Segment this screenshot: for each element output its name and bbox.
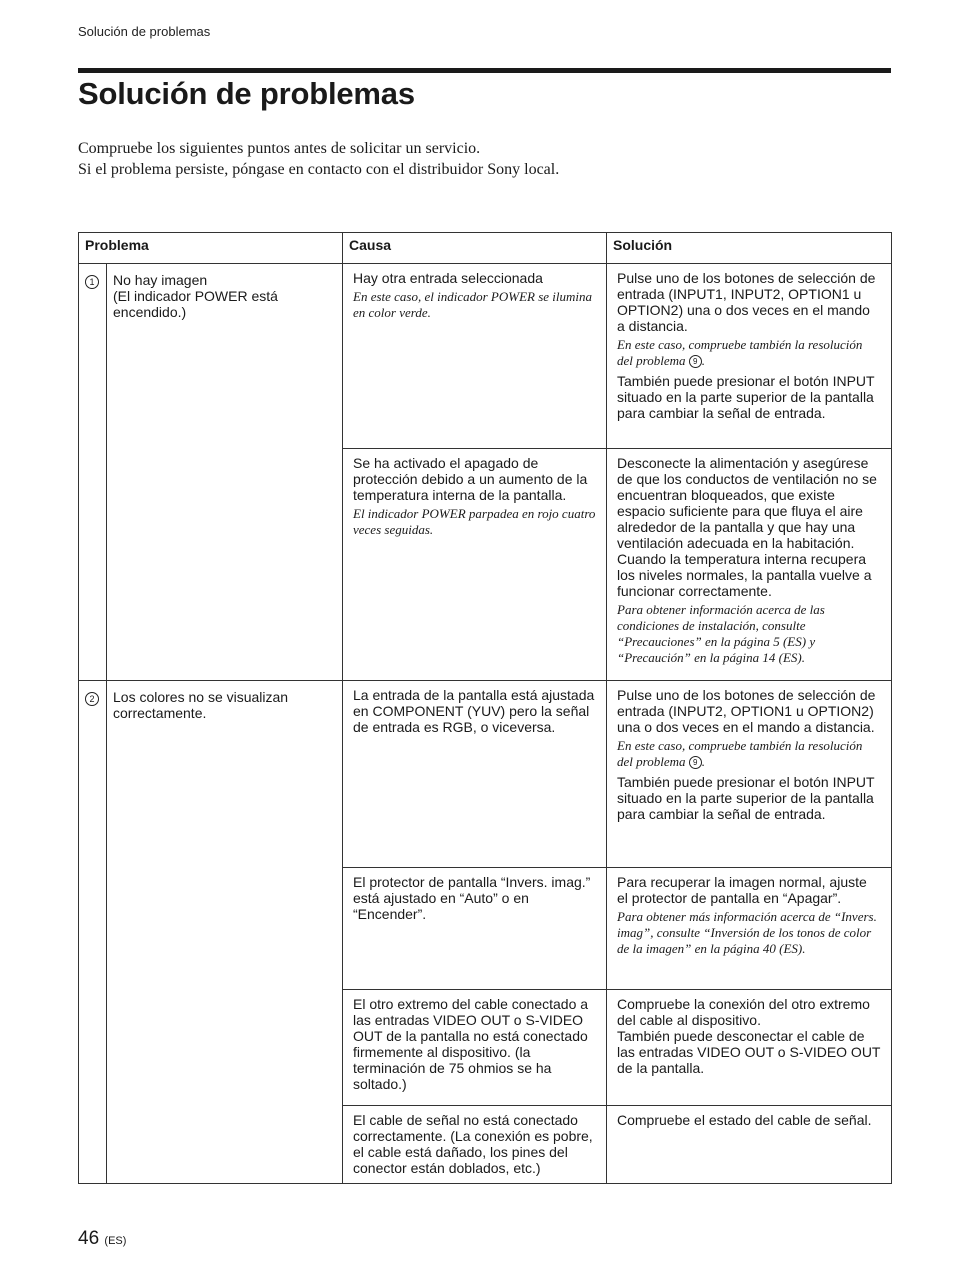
page-number-value: 46 [78, 1228, 100, 1249]
solution-note-text: En este caso, compruebe también la resolución del problema [617, 738, 863, 769]
cause-cell [343, 264, 607, 449]
header-problem: Problema [79, 233, 343, 264]
solution-text: Pulse uno de los botones de selección de entrada (INPUT1, INPUT2, OPTION1 u OPTION2) una o dos veces en el mando a distancia. [617, 270, 876, 334]
solution-note-text: En este caso, compruebe también la resolución del problema [617, 337, 863, 368]
solution-cell [607, 990, 892, 1106]
page-number-suffix: (ES) [104, 1235, 127, 1247]
title-rule [78, 68, 891, 73]
cause-text: El protector de pantalla “Invers. imag.” está ajustado en “Auto” o en “Encender”. [353, 874, 591, 922]
cause-cell [343, 868, 607, 990]
header-cause: Causa [343, 233, 607, 264]
cause-text: Hay otra entrada seleccionada [353, 270, 543, 286]
solution-text: Compruebe la conexión del otro extremo del cable al dispositivo. [617, 996, 870, 1028]
cause-text: El cable de señal no está conectado correctamente. (La conexión es pobre, el cable está dañado, los pines del conector están doblados, etc.) [353, 1112, 593, 1176]
solution-text: Compruebe el estado del cable de señal. [617, 1112, 872, 1128]
solution-cell [607, 1106, 892, 1184]
problem-subtext: (El indicador POWER está encendido.) [113, 288, 278, 320]
cause-note: El indicador POWER parpadea en rojo cuatro veces seguidas. [353, 506, 596, 537]
cause-note: En este caso, el indicador POWER se ilumina en color verde. [353, 289, 593, 320]
cause-cell [343, 681, 607, 868]
problem-number-badge: 1 [85, 275, 99, 289]
intro-line-1: Compruebe los siguientes puntos antes de solicitar un servicio. [78, 140, 481, 157]
solution-extra-text: También puede desconectar el cable de las entradas VIDEO OUT o S-VIDEO OUT de la pantalla. [617, 1028, 881, 1076]
problem-number-badge: 2 [85, 692, 99, 706]
solution-extra-text: También puede presionar el botón INPUT situado en la parte superior de la pantalla para cambiar la señal de entrada. [617, 373, 875, 421]
cause-text: El otro extremo del cable conectado a las entradas VIDEO OUT o S-VIDEO OUT de la pantalla no está conectado firmemente al dispositivo. (la terminación de 75 ohmios se ha soltado.) [353, 996, 589, 1092]
problem-text: Los colores no se visualizan correctamente. [113, 689, 289, 721]
cause-cell [343, 990, 607, 1106]
problem-number-cell [79, 264, 107, 681]
cause-cell [343, 1106, 607, 1184]
intro-text [78, 138, 891, 180]
solution-cell [607, 681, 892, 868]
cause-cell [343, 449, 607, 681]
problem-cell [107, 264, 343, 681]
solution-cell [607, 264, 892, 449]
running-header: Solución de problemas [78, 24, 211, 39]
page-title: Solución de problemas [78, 76, 415, 111]
solution-note: En este caso, compruebe también la resolución del problema 9 . [617, 337, 863, 368]
troubleshooting-table [78, 232, 892, 1184]
solution-cell [607, 449, 892, 681]
table-row [79, 264, 892, 449]
problem-number-cell [79, 681, 107, 1184]
solution-note: En este caso, compruebe también la resolución del problema 9 . [617, 738, 863, 769]
solution-extra-text: También puede presionar el botón INPUT situado en la parte superior de la pantalla para cambiar la señal de entrada. [617, 774, 875, 822]
page-number [78, 1228, 126, 1250]
intro-line-2: Si el problema persiste, póngase en contacto con el distribuidor Sony local. [78, 161, 560, 178]
solution-text: Para recuperar la imagen normal, ajuste el protector de pantalla en “Apagar”. [617, 874, 867, 906]
cause-text: Se ha activado el apagado de protección debido a un aumento de la temperatura interna de la pantalla. [353, 455, 588, 503]
table-row [79, 681, 892, 868]
header-solution: Solución [607, 233, 892, 264]
solution-cell [607, 868, 892, 990]
solution-note: Para obtener más información acerca de “Invers. imag”, consulte “Inversión de los tonos de color de la imagen” en la página 40 (ES). [617, 909, 877, 956]
reference-number-badge: 9 [689, 355, 702, 368]
table-header-row [79, 233, 892, 264]
problem-cell [107, 681, 343, 1184]
solution-note: Para obtener información acerca de las condiciones de instalación, consulte “Precauciones” en la página 5 (ES) y “Precaución” en la página 14 (ES). [617, 602, 825, 665]
solution-text: Pulse uno de los botones de selección de entrada (INPUT2, OPTION1 u OPTION2) una o dos veces en el mando a distancia. [617, 687, 876, 735]
cause-text: La entrada de la pantalla está ajustada en COMPONENT (YUV) pero la señal de entrada es RGB, o viceversa. [353, 687, 595, 735]
reference-number-badge: 9 [689, 756, 702, 769]
problem-text: No hay imagen [113, 272, 208, 288]
solution-text: Desconecte la alimentación y asegúrese de que los conductos de ventilación no se encuentran bloqueados, que existe espacio suficiente para que fluya el aire alrededor de la pantalla y que hay una ventilación adecuada en la habitación. Cuando la temperatura interna recupera los niveles normales, la pantalla vuelve a funcionar correctamente. [617, 455, 877, 599]
